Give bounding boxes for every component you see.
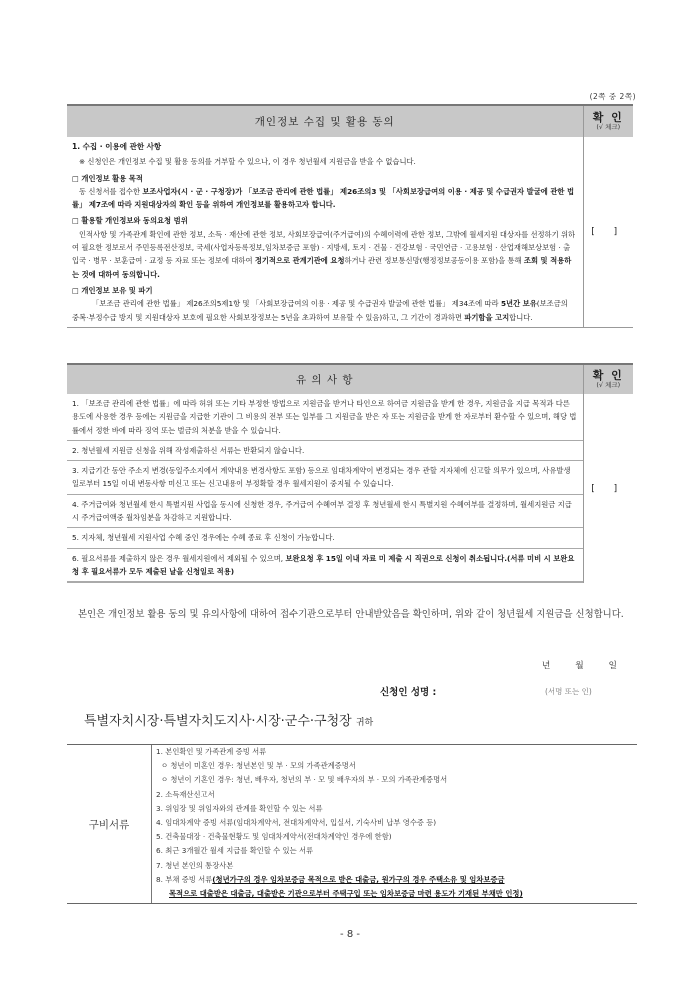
- privacy-content: [67, 137, 583, 327]
- notes-content: [67, 394, 583, 583]
- required-documents-label: 구비서류: [67, 745, 152, 903]
- note-text: 필요서류를 제출하지 않은 경우 월세지원에서 제외될 수 있으며,: [81, 553, 286, 563]
- note-item-4: [67, 495, 583, 529]
- note-bold-text: 보완요청 후 15일 이내 자료 미 제출 시 직권으로 신청이 취소됩니다.(서류 미비 시 보완요청 후 필요서류가 모두 제출된 날을 신청일로 적용): [72, 553, 575, 576]
- collection-heading: 1. 수집 · 이용에 관한 사항: [72, 142, 162, 151]
- retention-c: 합니다.: [509, 312, 533, 322]
- doc-item: 4. 임대차계약 증빙 서류(임대차계약서, 전대차계약서, 입실서, 기숙사비 납부 영수증 등): [156, 818, 437, 828]
- page-number: - 8 -: [340, 929, 360, 940]
- note-num: 1.: [72, 399, 79, 408]
- doc-item: 1. 본인확인 및 가족관계 증빙 서류: [156, 747, 267, 756]
- notes-section-title: 유 의 사 항: [67, 364, 583, 394]
- page-count-note: (2쪽 중 2쪽): [589, 92, 636, 101]
- purpose-bold: 보조사업자(시 · 군 · 구청장)가 「보조금 관리에 관한 법률」 제26조의3 및 「사회보장급여의 이용 · 제공 및 수급권자 발굴에 관한 법률」 제7조에 따라 지원대상자의 확인 등을 위하여 개인정보를 활용하고자 합니다.: [72, 186, 575, 210]
- check-header-main: 확 인: [592, 369, 624, 383]
- scope-p1: 인적사항 및 가족관계 확인에 관한 정보, 소득 · 재산에 관한 정보, 사회보장급여(주거급여)의 수혜이력에 관한 정보, 그밖에 월세지원 대상자를 선정하기 위하여 필요한 정보로서 주민등록전산정보, 국세(사업자등록정보,임차보증금 포함) · 지방세, 토지 · 건물 · 건강보험 · 국민연금 · 고용보험 · 산업재해보상보험 · 출입국 · 병무 · 보훈급여 · 교정 등 자료 또는 정보에 대하여: [72, 229, 576, 266]
- declaration-text: 본인은 개인정보 활용 동의 및 유의사항에 대하여 접수기관으로부터 안내받았음을 확인하며, 위와 같이 청년월세 지원금을 신청합니다.: [78, 609, 624, 620]
- doc-item-8-line2: 목적으로 대출받은 대출금, 대출받은 기관으로부터 주택구입 또는 임차보증금 마련 용도가 기재된 부채만 인정): [169, 889, 523, 899]
- declaration: [67, 605, 637, 624]
- note-text: 주거급여와 청년월세 한시 특별지원 사업을 동시에 신청한 경우, 주거급여 수혜여부 결정 후 청년월세 한시 특별지원 수혜여부를 결정하며, 월세지원금 지급시 주거급여액중 월차임분을 차감하고 지원합니다.: [72, 499, 572, 523]
- addressee: [84, 710, 373, 729]
- notes-confirm-checkbox[interactable]: [ ]: [583, 394, 633, 583]
- note-num: 5.: [72, 533, 79, 543]
- check-header-main: 확 인: [592, 111, 624, 125]
- doc-item-8-cont: [156, 887, 633, 901]
- check-header-sub: (√ 체크): [596, 381, 621, 390]
- addressee-suffix: 귀하: [355, 718, 374, 728]
- check-header-sub: (√ 체크): [596, 123, 621, 132]
- note-item-1: [67, 394, 583, 441]
- note-item-2: [67, 441, 583, 461]
- notes-table: [67, 363, 633, 583]
- privacy-consent-checkbox[interactable]: [ ]: [583, 137, 633, 327]
- privacy-check-header: [583, 105, 633, 137]
- doc-item-8-prefix: 8. 부채 증빙 서류: [156, 874, 213, 884]
- doc-item: 3. 위임장 및 위임자와의 관계를 확인할 수 있는 서류: [156, 803, 323, 813]
- refusal-notice: ※ 신청인은 개인정보 수집 및 활용 동의를 거부할 수 있으나, 이 경우 청년월세 지원금을 받을 수 없습니다.: [79, 157, 416, 167]
- note-num: 3.: [72, 466, 79, 476]
- note-item-6: [67, 549, 583, 584]
- doc-item: 7. 청년 본인의 통장사본: [156, 860, 234, 870]
- retention-b: (보조금의 중복·부정수급 방지 및 지원대상자 보호에 필요한 사회보장정보는 5년을 초과하여 보유할 수 있음)하고, 그 기간이 경과하면: [72, 299, 568, 322]
- privacy-section-title: 개인정보 수집 및 활용 동의: [67, 105, 583, 137]
- retention-title: □ 개인정보 보유 및 파기: [72, 285, 153, 295]
- note-item-5: [67, 528, 583, 548]
- note-num: 4.: [72, 499, 79, 509]
- privacy-consent-table: [67, 104, 633, 328]
- scope-title: □ 활용할 개인정보와 동의요청 범위: [72, 216, 188, 226]
- doc-item: 6. 최근 3개월간 월세 지급를 확인할 수 있는 서류: [156, 846, 314, 856]
- notes-check-header: [583, 364, 633, 394]
- doc-item: 5. 건축물대장 · 건축물현황도 및 임대차계약서(전대차계약인 경우에 한함): [156, 832, 392, 842]
- note-text: 지급기간 동안 주소지 변경(동일주소지에서 계약내용 변경사항도 포함) 등으로 임대차계약이 변경되는 경우 관할 지자체에 신고할 의무가 있으며, 사유발생일로부터 15일 이내 변동사항 미신고 또는 신고내용이 부정확할 경우 월세지원이 중지될 수 있습니다.: [72, 466, 571, 489]
- doc-subitem: ㅇ 청년이 기혼인 경우: 청년, 배우자, 청년의 부 · 모 및 배우자의 부 · 모의 가족관계증명서: [161, 775, 448, 785]
- note-text: 지자체, 청년월세 지원사업 수혜 중인 경우에는 수혜 종료 후 신청이 가능합니다.: [81, 533, 335, 543]
- retention-text: [72, 297, 577, 324]
- doc-subitem: ㅇ 청년이 미혼인 경우: 청년본인 및 부 · 모의 가족관계증명서: [161, 761, 356, 771]
- retention-bold1: 5년간 보유: [500, 299, 537, 309]
- scope-bold1: 정기적으로 관계기관에 요청: [254, 256, 345, 266]
- note-num: 6.: [72, 553, 79, 563]
- note-item-3: [67, 461, 583, 495]
- note-text: 「보조금 관리에 관한 법률」에 따라 허위 또는 기타 부정한 방법으로 지원금을 받거나 타인으로 하여금 지원금을 받게 한 경우, 지원금을 지급 목적과 다른 용도에 사용한 경우 등에는 지원금을 지급한 기관이 그 비용의 전부 또는 일부를 그 지원금을 받은 자 또는 지원금을 받게 한 자로부터 환수할 수 있으며, 해당 법률에서 정한 바에 따라 징역 또는 벌금의 처분을 받을 수 있습니다.: [72, 399, 577, 435]
- scope-bold2: 조회 및 적용하는 것에 대하여 동의합니다.: [72, 256, 572, 279]
- scope-text: [72, 228, 577, 281]
- applicant-name-label: 신청인 성명 :: [380, 687, 437, 698]
- required-documents: [67, 744, 637, 904]
- addressee-main: 특별자치시장·특별자치도지사·시장·군수·구청장: [84, 714, 352, 729]
- doc-item-8-line1: (청년가구의 경우 임차보증금 목적으로 받은 대출금, 원가구의 경우 주택소유 및 임차보증금: [212, 874, 505, 884]
- note-text: 청년월세 지원금 신청을 위해 작성제출하신 서류는 반환되지 않습니다.: [81, 445, 305, 455]
- doc-item: 2. 소득재산신고서: [156, 789, 215, 799]
- required-documents-list: [152, 745, 637, 903]
- retention-bold2: 파기함을 고지: [464, 312, 510, 322]
- date-field[interactable]: 년 월 일: [541, 661, 617, 671]
- retention-a: 「보조금 관리에 관한 법률」 제26조의5제1항 및 「사회보장급여의 이용 · 제공 및 수급권자 발굴에 관한 법률」 제34조에 따라: [92, 299, 501, 309]
- note-num: 2.: [72, 445, 79, 455]
- purpose-title: □ 개인정보 활용 목적: [72, 173, 143, 183]
- signature-field[interactable]: (서명 또는 인): [545, 687, 592, 696]
- purpose-text: [72, 185, 577, 212]
- scope-mid: 하거나 관련 정보통신망(행정정보공동이용 포함)을 통해: [344, 256, 524, 266]
- doc-item-8: [156, 873, 633, 887]
- purpose-prefix: 동 신청서를 접수한: [79, 186, 143, 196]
